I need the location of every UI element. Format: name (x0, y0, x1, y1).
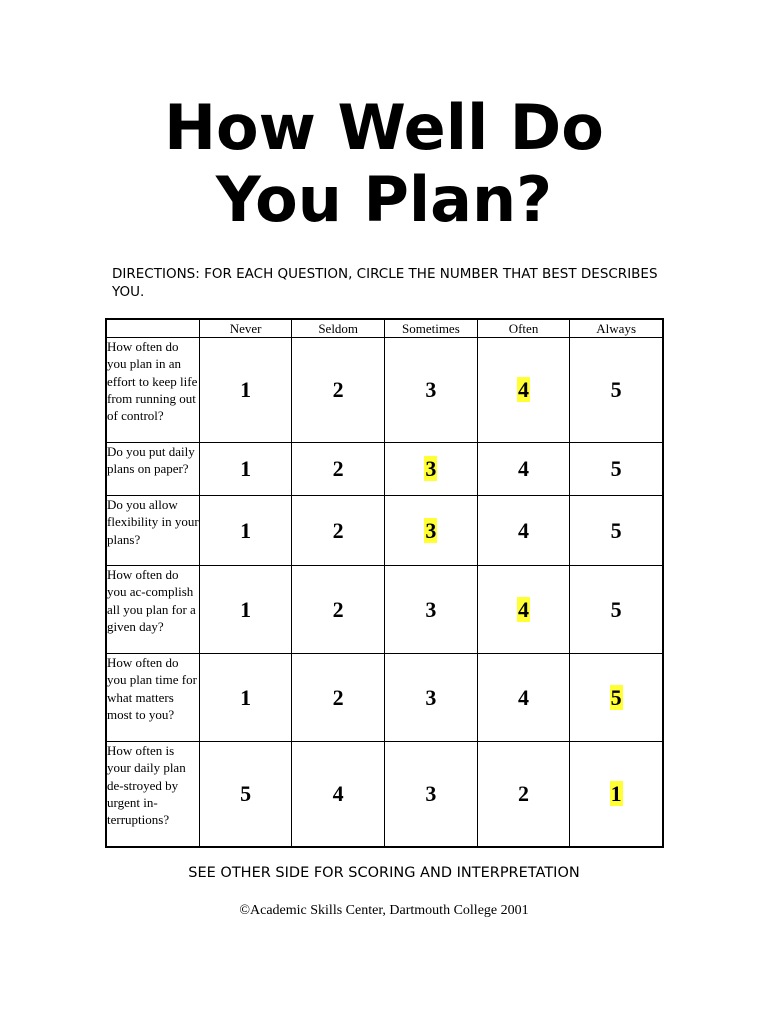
rating-value: 2 (518, 780, 530, 806)
rating-value: 5 (610, 517, 622, 543)
rating-option[interactable] (385, 654, 478, 742)
rating-option[interactable] (292, 742, 385, 847)
rating-value: 3 (425, 377, 437, 402)
selected-rating: 1 (610, 780, 622, 806)
directions-text: DIRECTIONS: FOR EACH QUESTION, CIRCLE THE NUMBER THAT BEST DESCRIBES YOU. (112, 266, 658, 300)
rating-value: 3 (425, 780, 437, 806)
question-cell: How often do you plan in an effort to keep life from running out of control? (106, 338, 199, 443)
rating-option[interactable] (570, 496, 663, 566)
rating-option[interactable] (292, 654, 385, 742)
col-header-often: Often (477, 319, 570, 338)
col-header-sometimes: Sometimes (385, 319, 478, 338)
table-row (106, 443, 663, 496)
rating-option[interactable] (199, 496, 292, 566)
header-row (106, 319, 663, 338)
rating-option[interactable] (292, 496, 385, 566)
rating-value: 4 (332, 780, 344, 806)
rating-option[interactable] (199, 338, 292, 443)
rating-value: 5 (240, 780, 252, 806)
table-row (106, 566, 663, 654)
rating-option[interactable] (292, 443, 385, 496)
rating-option[interactable] (570, 338, 663, 443)
rating-option[interactable] (385, 566, 478, 654)
rating-option[interactable] (477, 566, 570, 654)
table-row (106, 654, 663, 742)
copyright-notice: ©Academic Skills Center, Dartmouth College 2001 (239, 903, 529, 918)
rating-option[interactable] (477, 443, 570, 496)
footer-note: SEE OTHER SIDE FOR SCORING AND INTERPRETATION (188, 865, 580, 881)
rating-option[interactable] (199, 566, 292, 654)
rating-option[interactable] (199, 443, 292, 496)
title-line-2: You Plan? (215, 163, 553, 236)
rating-option[interactable] (477, 742, 570, 847)
rating-option[interactable] (199, 654, 292, 742)
rating-option[interactable] (292, 338, 385, 443)
rating-option[interactable] (570, 654, 663, 742)
question-cell: Do you allow flexibility in your plans? (106, 496, 199, 566)
table-row (106, 338, 663, 443)
rating-option[interactable] (385, 443, 478, 496)
selected-rating: 5 (610, 684, 622, 710)
rating-value: 5 (610, 377, 622, 402)
col-header-always: Always (570, 319, 663, 338)
table-row (106, 742, 663, 847)
rating-value: 5 (610, 596, 622, 622)
rating-option[interactable] (570, 443, 663, 496)
rating-option[interactable] (385, 496, 478, 566)
rating-value: 4 (518, 684, 530, 710)
rating-option[interactable] (292, 566, 385, 654)
rating-value: 1 (240, 517, 252, 543)
rating-value: 1 (240, 684, 252, 710)
rating-value: 3 (425, 684, 437, 710)
rating-option[interactable] (385, 338, 478, 443)
header-corner (106, 319, 199, 338)
selected-rating: 3 (425, 456, 437, 481)
col-header-seldom: Seldom (292, 319, 385, 338)
page-title (0, 92, 768, 236)
rating-value: 1 (240, 377, 252, 402)
rating-option[interactable] (570, 742, 663, 847)
rating-value: 2 (332, 456, 344, 481)
selected-rating: 4 (518, 596, 530, 622)
rating-value: 5 (610, 456, 622, 481)
selected-rating: 3 (425, 517, 437, 543)
rating-value: 2 (332, 684, 344, 710)
question-cell: Do you put daily plans on paper? (106, 443, 199, 496)
title-line-1: How Well Do (164, 91, 604, 164)
rating-option[interactable] (570, 566, 663, 654)
rating-option[interactable] (199, 742, 292, 847)
col-header-never: Never (199, 319, 292, 338)
survey-table (105, 318, 664, 848)
rating-option[interactable] (477, 338, 570, 443)
rating-value: 2 (332, 596, 344, 622)
rating-value: 4 (518, 456, 530, 481)
selected-rating: 4 (518, 377, 530, 402)
rating-value: 2 (332, 517, 344, 543)
rating-option[interactable] (477, 496, 570, 566)
table-row (106, 496, 663, 566)
question-cell: How often do you plan time for what matters most to you? (106, 654, 199, 742)
rating-value: 1 (240, 596, 252, 622)
rating-value: 1 (240, 456, 252, 481)
rating-value: 2 (332, 377, 344, 402)
question-cell: How often is your daily plan de-stroyed by urgent in-terruptions? (106, 742, 199, 847)
rating-value: 4 (518, 517, 530, 543)
rating-value: 3 (425, 596, 437, 622)
rating-option[interactable] (477, 654, 570, 742)
question-cell: How often do you ac-complish all you plan for a given day? (106, 566, 199, 654)
rating-option[interactable] (385, 742, 478, 847)
